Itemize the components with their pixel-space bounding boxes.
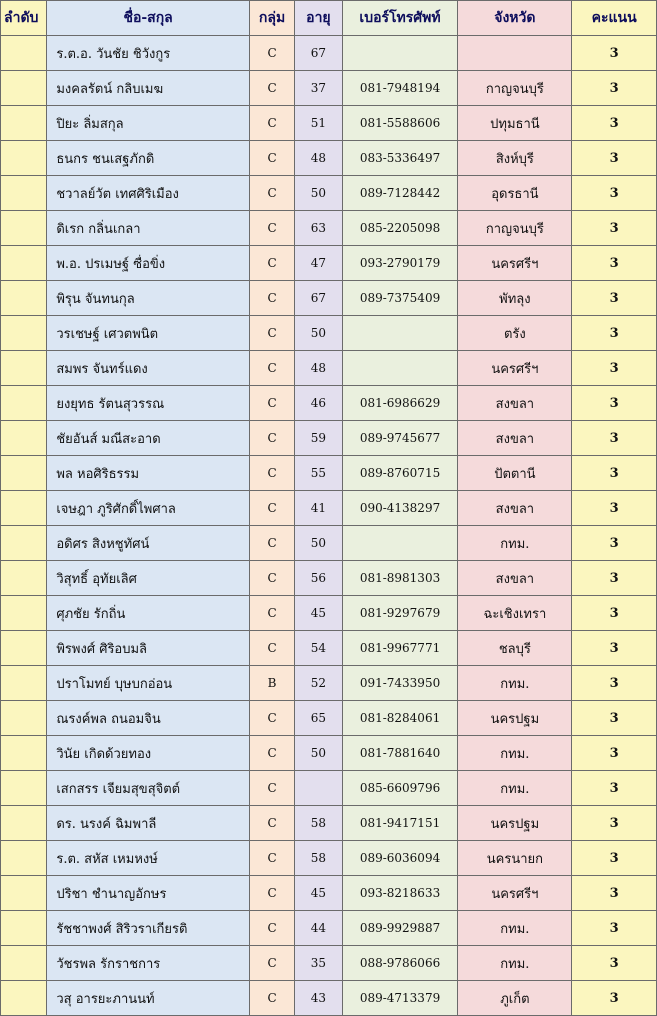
cell-group: C — [249, 316, 294, 351]
cell-index — [1, 596, 47, 631]
cell-phone: 089-9745677 — [342, 421, 458, 456]
cell-province: นครศรีฯ — [458, 246, 572, 281]
cell-phone: 081-6986629 — [342, 386, 458, 421]
cell-phone: 089-9929887 — [342, 911, 458, 946]
cell-province: กทม. — [458, 946, 572, 981]
cell-province: นครปฐม — [458, 806, 572, 841]
cell-province: ภูเก็ต — [458, 981, 572, 1016]
cell-group: C — [249, 491, 294, 526]
cell-index — [1, 631, 47, 666]
cell-age: 52 — [295, 666, 342, 701]
cell-group: C — [249, 106, 294, 141]
cell-name: พิรพงศ์ ศิริอบมลิ — [47, 631, 250, 666]
cell-score: 3 — [572, 736, 657, 771]
cell-age: 67 — [295, 36, 342, 71]
cell-group: C — [249, 351, 294, 386]
cell-score: 3 — [572, 106, 657, 141]
cell-index — [1, 211, 47, 246]
cell-index — [1, 701, 47, 736]
cell-province — [458, 36, 572, 71]
table-body — [1, 36, 657, 1016]
cell-index — [1, 176, 47, 211]
cell-index — [1, 351, 47, 386]
cell-index — [1, 561, 47, 596]
cell-age: 55 — [295, 456, 342, 491]
cell-province: สงขลา — [458, 386, 572, 421]
cell-group: C — [249, 561, 294, 596]
cell-province: สิงห์บุรี — [458, 141, 572, 176]
cell-age: 56 — [295, 561, 342, 596]
cell-phone: 089-7128442 — [342, 176, 458, 211]
cell-score: 3 — [572, 246, 657, 281]
table-row — [1, 106, 657, 141]
table-row — [1, 736, 657, 771]
cell-group: C — [249, 841, 294, 876]
cell-group: C — [249, 701, 294, 736]
cell-phone: 085-6609796 — [342, 771, 458, 806]
cell-group: C — [249, 911, 294, 946]
cell-age: 47 — [295, 246, 342, 281]
cell-province: นครศรีฯ — [458, 351, 572, 386]
cell-score: 3 — [572, 176, 657, 211]
table-row — [1, 351, 657, 386]
cell-name: ธนกร ชนเสฐภักดิ — [47, 141, 250, 176]
cell-phone: 089-4713379 — [342, 981, 458, 1016]
cell-name: อดิศร สิงหชูทัศน์ — [47, 526, 250, 561]
cell-phone: 093-8218633 — [342, 876, 458, 911]
cell-province: สงขลา — [458, 561, 572, 596]
cell-phone: 090-4138297 — [342, 491, 458, 526]
cell-phone: 093-2790179 — [342, 246, 458, 281]
table-row — [1, 771, 657, 806]
cell-province: กาญจนบุรี — [458, 71, 572, 106]
cell-score: 3 — [572, 771, 657, 806]
cell-group: C — [249, 456, 294, 491]
cell-index — [1, 911, 47, 946]
cell-phone — [342, 351, 458, 386]
cell-group: C — [249, 806, 294, 841]
cell-index — [1, 246, 47, 281]
cell-phone: 081-9417151 — [342, 806, 458, 841]
table-row — [1, 491, 657, 526]
header-score: คะแนน — [572, 1, 657, 36]
cell-score: 3 — [572, 631, 657, 666]
cell-group: C — [249, 36, 294, 71]
table-row — [1, 596, 657, 631]
cell-name: ชัยอันส์ มณีสะอาด — [47, 421, 250, 456]
table-row — [1, 281, 657, 316]
table-row — [1, 456, 657, 491]
cell-group: C — [249, 246, 294, 281]
table-row — [1, 36, 657, 71]
cell-score: 3 — [572, 351, 657, 386]
cell-score: 3 — [572, 806, 657, 841]
cell-group: C — [249, 981, 294, 1016]
table-row — [1, 666, 657, 701]
table-row — [1, 246, 657, 281]
cell-group: C — [249, 876, 294, 911]
table-row — [1, 841, 657, 876]
cell-age: 58 — [295, 841, 342, 876]
table-row — [1, 526, 657, 561]
cell-name: วิสุทธิ์ อุทัยเลิศ — [47, 561, 250, 596]
cell-name: วสุ อารยะภานนท์ — [47, 981, 250, 1016]
cell-score: 3 — [572, 386, 657, 421]
header-phone: เบอร์โทรศัพท์ — [342, 1, 458, 36]
cell-phone — [342, 316, 458, 351]
table-row — [1, 946, 657, 981]
cell-index — [1, 666, 47, 701]
cell-phone: 089-6036094 — [342, 841, 458, 876]
cell-age: 50 — [295, 316, 342, 351]
cell-province: ปทุมธานี — [458, 106, 572, 141]
cell-score: 3 — [572, 561, 657, 596]
cell-province: กทม. — [458, 736, 572, 771]
table-row — [1, 316, 657, 351]
cell-index — [1, 946, 47, 981]
cell-group: C — [249, 386, 294, 421]
cell-age: 50 — [295, 736, 342, 771]
table-row — [1, 421, 657, 456]
cell-phone: 091-7433950 — [342, 666, 458, 701]
cell-name: ณรงค์พล ถนอมจิน — [47, 701, 250, 736]
cell-name: สมพร จันทร์แดง — [47, 351, 250, 386]
cell-age: 58 — [295, 806, 342, 841]
cell-phone: 081-7948194 — [342, 71, 458, 106]
cell-name: ดิเรก กลิ่นเกลา — [47, 211, 250, 246]
table-row — [1, 386, 657, 421]
cell-score: 3 — [572, 911, 657, 946]
cell-group: C — [249, 946, 294, 981]
cell-province: กทม. — [458, 526, 572, 561]
cell-score: 3 — [572, 456, 657, 491]
cell-index — [1, 841, 47, 876]
cell-name: รัชชาพงศ์ สิริวราเกียรติ — [47, 911, 250, 946]
cell-age: 48 — [295, 351, 342, 386]
cell-name: ร.ต.อ. วันชัย ชิวังกูร — [47, 36, 250, 71]
cell-group: C — [249, 421, 294, 456]
cell-age: 54 — [295, 631, 342, 666]
cell-group: C — [249, 736, 294, 771]
cell-group: C — [249, 596, 294, 631]
cell-score: 3 — [572, 841, 657, 876]
cell-index — [1, 386, 47, 421]
cell-age: 51 — [295, 106, 342, 141]
cell-province: นครปฐม — [458, 701, 572, 736]
header-age: อายุ — [295, 1, 342, 36]
cell-index — [1, 106, 47, 141]
cell-province: กทม. — [458, 911, 572, 946]
cell-name: ยงยุทธ รัตนสุวรรณ — [47, 386, 250, 421]
cell-group: C — [249, 526, 294, 561]
cell-age: 67 — [295, 281, 342, 316]
cell-name: ปริชา ชำนาญอักษร — [47, 876, 250, 911]
cell-score: 3 — [572, 526, 657, 561]
cell-name: วินัย เกิดด้วยทอง — [47, 736, 250, 771]
cell-index — [1, 981, 47, 1016]
cell-name: เสกสรร เจียมสุขสุจิตต์ — [47, 771, 250, 806]
cell-age: 43 — [295, 981, 342, 1016]
cell-phone: 081-9297679 — [342, 596, 458, 631]
cell-index — [1, 736, 47, 771]
cell-phone: 081-5588606 — [342, 106, 458, 141]
cell-phone: 083-5336497 — [342, 141, 458, 176]
cell-age: 63 — [295, 211, 342, 246]
cell-phone: 081-8981303 — [342, 561, 458, 596]
cell-name: ศุภชัย รักถิ่น — [47, 596, 250, 631]
cell-province: ปัตตานี — [458, 456, 572, 491]
cell-province: นครนายก — [458, 841, 572, 876]
cell-score: 3 — [572, 211, 657, 246]
cell-province: นครศรีฯ — [458, 876, 572, 911]
cell-group: C — [249, 71, 294, 106]
cell-province: ตรัง — [458, 316, 572, 351]
table-row — [1, 561, 657, 596]
cell-province: ฉะเชิงเทรา — [458, 596, 572, 631]
cell-province: กทม. — [458, 771, 572, 806]
header-name: ชื่อ-สกุล — [47, 1, 250, 36]
cell-name: พ.อ. ปรเมษฐ์ ซื่อขิ่ง — [47, 246, 250, 281]
cell-score: 3 — [572, 981, 657, 1016]
cell-name: วรเชษฐ์ เศวตพนิต — [47, 316, 250, 351]
cell-age: 50 — [295, 526, 342, 561]
cell-score: 3 — [572, 281, 657, 316]
cell-name: ดร. นรงค์ ฉิมพาลี — [47, 806, 250, 841]
cell-province: พัทลุง — [458, 281, 572, 316]
header-group: กลุ่ม — [249, 1, 294, 36]
header-province: จังหวัด — [458, 1, 572, 36]
cell-score: 3 — [572, 666, 657, 701]
table-row — [1, 176, 657, 211]
cell-age: 48 — [295, 141, 342, 176]
cell-age: 37 — [295, 71, 342, 106]
table-row — [1, 911, 657, 946]
cell-phone: 081-7881640 — [342, 736, 458, 771]
cell-index — [1, 876, 47, 911]
cell-index — [1, 36, 47, 71]
cell-phone — [342, 36, 458, 71]
cell-province: กาญจนบุรี — [458, 211, 572, 246]
cell-age: 44 — [295, 911, 342, 946]
table-row — [1, 701, 657, 736]
table-row — [1, 876, 657, 911]
cell-index — [1, 141, 47, 176]
cell-province: อุดรธานี — [458, 176, 572, 211]
table-row — [1, 211, 657, 246]
cell-age: 45 — [295, 876, 342, 911]
cell-age: 59 — [295, 421, 342, 456]
cell-index — [1, 456, 47, 491]
cell-name: พิรุน จันทนกุล — [47, 281, 250, 316]
cell-province: สงขลา — [458, 421, 572, 456]
cell-phone: 088-9786066 — [342, 946, 458, 981]
cell-name: วัชรพล รักราชการ — [47, 946, 250, 981]
cell-province: ชลบุรี — [458, 631, 572, 666]
table-row — [1, 981, 657, 1016]
cell-score: 3 — [572, 701, 657, 736]
cell-index — [1, 491, 47, 526]
header-row — [1, 1, 657, 36]
table-row — [1, 71, 657, 106]
cell-index — [1, 421, 47, 456]
cell-province: สงขลา — [458, 491, 572, 526]
cell-phone: 081-8284061 — [342, 701, 458, 736]
table-row — [1, 806, 657, 841]
cell-index — [1, 771, 47, 806]
cell-score: 3 — [572, 491, 657, 526]
cell-group: C — [249, 176, 294, 211]
table-row — [1, 631, 657, 666]
cell-name: ปิยะ ลิ่มสกุล — [47, 106, 250, 141]
cell-name: มงคลรัตน์ กลิบเมฆ — [47, 71, 250, 106]
cell-index — [1, 316, 47, 351]
cell-group: C — [249, 771, 294, 806]
cell-province: กทม. — [458, 666, 572, 701]
cell-age: 45 — [295, 596, 342, 631]
cell-phone: 085-2205098 — [342, 211, 458, 246]
cell-name: ร.ต. สหัส เหมหงษ์ — [47, 841, 250, 876]
cell-index — [1, 526, 47, 561]
cell-group: C — [249, 281, 294, 316]
cell-group: C — [249, 141, 294, 176]
cell-score: 3 — [572, 596, 657, 631]
cell-index — [1, 806, 47, 841]
cell-phone: 089-7375409 — [342, 281, 458, 316]
table-row — [1, 141, 657, 176]
cell-score: 3 — [572, 316, 657, 351]
cell-group: C — [249, 211, 294, 246]
cell-score: 3 — [572, 946, 657, 981]
cell-name: พล หอศิริธรรม — [47, 456, 250, 491]
cell-phone — [342, 526, 458, 561]
cell-score: 3 — [572, 36, 657, 71]
cell-name: ปราโมทย์ บุษบกอ่อน — [47, 666, 250, 701]
header-index: ลำดับ — [1, 1, 47, 36]
cell-age: 46 — [295, 386, 342, 421]
cell-score: 3 — [572, 876, 657, 911]
cell-name: ชวาลย์วัต เทศศิริเมือง — [47, 176, 250, 211]
cell-score: 3 — [572, 141, 657, 176]
cell-age — [295, 771, 342, 806]
cell-age: 35 — [295, 946, 342, 981]
cell-group: C — [249, 631, 294, 666]
cell-group: B — [249, 666, 294, 701]
cell-score: 3 — [572, 421, 657, 456]
cell-name: เจษฎา ภูริศักดิ์ไพศาล — [47, 491, 250, 526]
cell-score: 3 — [572, 71, 657, 106]
cell-age: 41 — [295, 491, 342, 526]
cell-index — [1, 71, 47, 106]
cell-age: 50 — [295, 176, 342, 211]
cell-age: 65 — [295, 701, 342, 736]
cell-index — [1, 281, 47, 316]
cell-phone: 089-8760715 — [342, 456, 458, 491]
cell-phone: 081-9967771 — [342, 631, 458, 666]
